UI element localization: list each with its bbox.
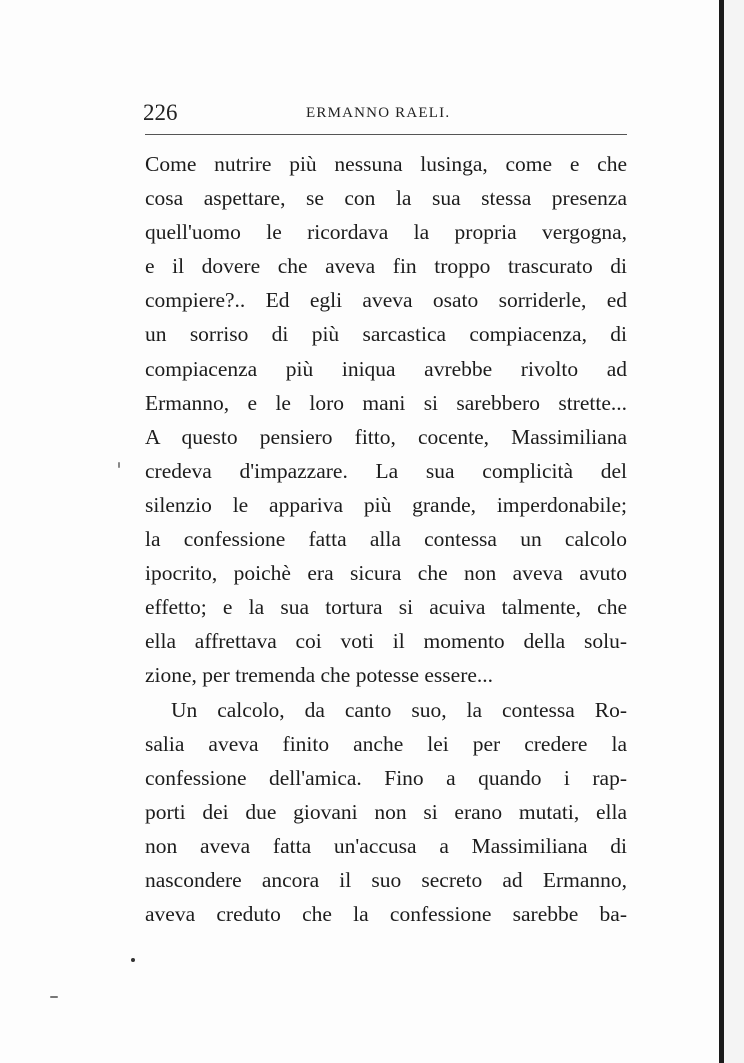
text-line: A questo pensiero fitto, cocente, Massimiliana [145, 424, 627, 449]
text-line: Un calcolo, da canto suo, la contessa Ro- [171, 697, 627, 722]
body-text [145, 147, 627, 931]
text-line: e il dovere che aveva fin troppo trascurato di [145, 254, 627, 279]
text-line: salia aveva finito anche lei per credere la [145, 731, 627, 756]
text-line: silenzio le appariva più grande, imperdonabile; [145, 492, 627, 517]
text-line: Come nutrire più nessuna lusinga, come e che [145, 152, 627, 176]
paper-speck [50, 996, 58, 998]
page-number: 226 [143, 100, 178, 125]
page-edge-shadow [724, 0, 744, 1063]
paragraph-2 [145, 693, 627, 932]
text-line: nascondere ancora il suo secreto ad Ermanno, [145, 867, 627, 892]
text-line: effetto; e la sua tortura si acuiva talmente, che [145, 595, 627, 620]
text-line: cosa aspettare, se con la sua stessa presenza [145, 186, 627, 211]
page-edge-line [719, 0, 724, 1063]
text-line: ipocrito, poichè era sicura che non aveva avuto [145, 561, 627, 586]
paper-speck [131, 958, 135, 962]
text-line: credeva d'impazzare. La sua complicità del [145, 458, 627, 483]
text-line: la confessione fatta alla contessa un calcolo [145, 527, 627, 552]
text-line: porti dei due giovani non si erano mutati, ella [145, 799, 627, 824]
text-line: aveva creduto che la confessione sarebbe ba- [145, 902, 627, 927]
text-line: confessione dell'amica. Fino a quando i rap- [145, 765, 627, 790]
header-rule [145, 134, 627, 135]
text-line: un sorriso di più sarcastica compiacenza, di [145, 322, 627, 347]
text-line: quell'uomo le ricordava la propria vergogna, [145, 220, 627, 245]
paragraph-1 [145, 147, 627, 693]
paper-speck [118, 462, 120, 468]
text-line: compiacenza più iniqua avrebbe rivolto ad [145, 356, 627, 381]
running-title: ERMANNO RAELI. [306, 105, 451, 121]
text-line: zione, per tremenda che potesse essere... [145, 663, 494, 688]
text-line: Ermanno, e le loro mani si sarebbero strette... [145, 390, 627, 415]
page-header [143, 100, 627, 130]
text-line: non aveva fatta un'accusa a Massimiliana di [145, 833, 627, 858]
text-line: compiere?.. Ed egli aveva osato sorriderle, ed [145, 288, 627, 313]
text-line: ella affrettava coi voti il momento della solu- [145, 629, 627, 654]
